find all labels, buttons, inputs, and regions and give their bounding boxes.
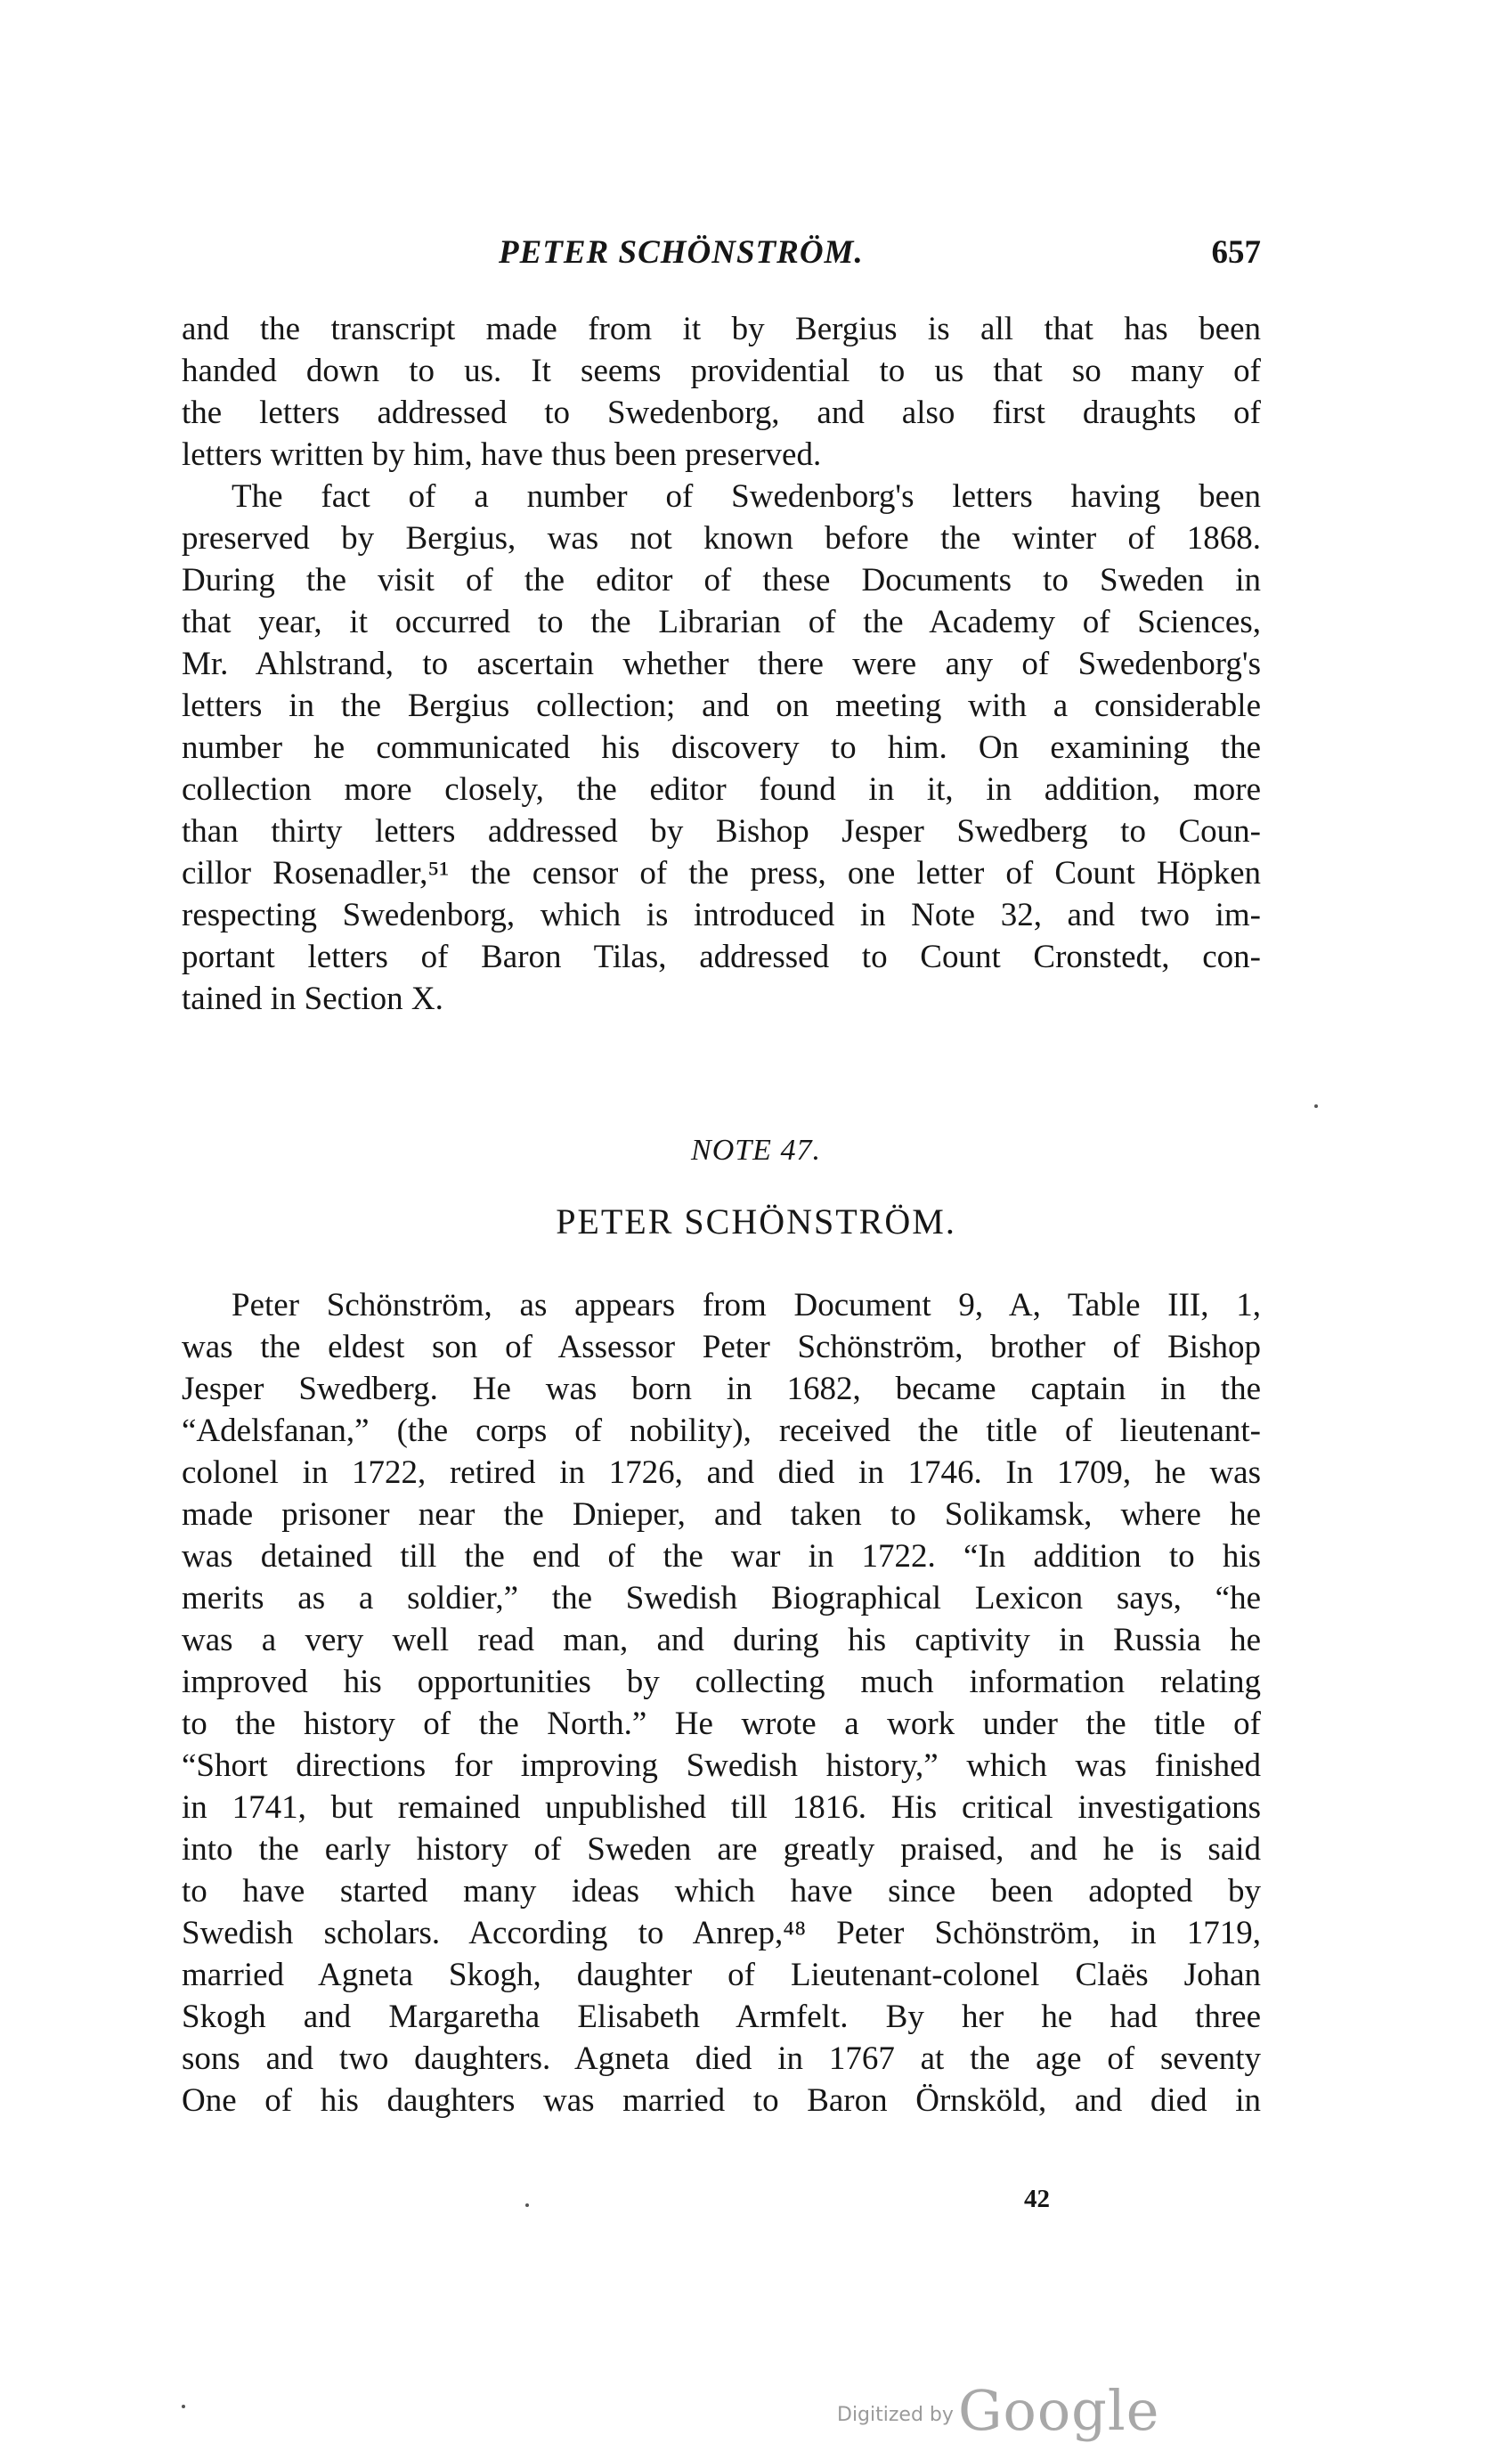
text-line: to the history of the North.” He wrote a work under the title of (182, 1706, 1261, 1742)
text-line: into the early history of Sweden are greatly praised, and he is said (182, 1831, 1261, 1868)
text-line: to have started many ideas which have since been adopted by (182, 1873, 1261, 1910)
text-line: that year, it occurred to the Librarian of the Academy of Sciences, (182, 604, 1261, 640)
text-line: in 1741, but remained unpublished till 1816. His critical investigations (182, 1789, 1261, 1826)
ink-speck (1314, 1104, 1318, 1108)
google-logo: Google (958, 2378, 1160, 2443)
text-line: improved his opportunities by collecting much information relating (182, 1664, 1261, 1700)
text-line: and the transcript made from it by Bergius is all that has been (182, 311, 1261, 347)
text-line: During the visit of the editor of these Documents to Sweden in (182, 562, 1261, 599)
note-title: PETER SCHÖNSTRÖM. (556, 1201, 956, 1242)
text-line: married Agneta Skogh, daughter of Lieutenant-colonel Claës Johan (182, 1957, 1261, 1993)
text-line: number he communicated his discovery to him. On examining the (182, 729, 1261, 766)
text-line: than thirty letters addressed by Bishop Jesper Swedberg to Coun- (182, 813, 1261, 850)
text-line: letters written by him, have thus been preserved. (182, 436, 822, 473)
text-line: the letters addressed to Swedenborg, and also first draughts of (182, 395, 1261, 431)
ink-speck (525, 2203, 529, 2207)
running-head (182, 233, 1261, 269)
text-line: merits as a soldier,” the Swedish Biographical Lexicon says, “he (182, 1580, 1261, 1616)
text-line: “Adelsfanan,” (the corps of nobility), received the title of lieutenant- (182, 1413, 1261, 1449)
text-line: collection more closely, the editor found in it, in addition, more (182, 771, 1261, 808)
paragraph-1 (182, 308, 1261, 476)
text-line: letters in the Bergius collection; and on meeting with a considerable (182, 688, 1261, 724)
text-line: Peter Schönström, as appears from Document 9, A, Table III, 1, (232, 1287, 1261, 1323)
text-line: made prisoner near the Dnieper, and taken to Solikamsk, where he (182, 1496, 1261, 1533)
text-line: was the eldest son of Assessor Peter Schönström, brother of Bishop (182, 1329, 1261, 1365)
text-line: Jesper Swedberg. He was born in 1682, became captain in the (182, 1371, 1261, 1407)
text-line: “Short directions for improving Swedish history,” which was finished (182, 1747, 1261, 1784)
signature-mark: 42 (1024, 2185, 1050, 2213)
text-line: sons and two daughters. Agneta died in 1767 at the age of seventy (182, 2040, 1261, 2077)
page-number: 657 (1211, 234, 1261, 271)
text-line: cillor Rosenadler,⁵¹ the censor of the press, one letter of Count Höpken (182, 855, 1261, 892)
paragraph-3 (182, 1284, 1261, 2121)
text-line: was a very well read man, and during his captivity in Russia he (182, 1622, 1261, 1658)
ink-speck (182, 2405, 185, 2408)
watermark-prefix: Digitized by (837, 2404, 954, 2426)
note-label: NOTE 47. (691, 1134, 821, 1167)
text-line: colonel in 1722, retired in 1726, and died in 1746. In 1709, he was (182, 1454, 1261, 1491)
text-line: Skogh and Margaretha Elisabeth Armfelt. By her he had three (182, 1999, 1261, 2035)
text-line: Mr. Ahlstrand, to ascertain whether there were any of Swedenborg's (182, 646, 1261, 682)
paragraph-2 (182, 476, 1261, 1020)
text-line: portant letters of Baron Tilas, addressed to Count Cronstedt, con- (182, 939, 1261, 975)
text-line: Swedish scholars. According to Anrep,⁴⁸ Peter Schönström, in 1719, (182, 1915, 1261, 1951)
text-line: preserved by Bergius, was not known before the winter of 1868. (182, 520, 1261, 557)
text-line: was detained till the end of the war in 1722. “In addition to his (182, 1538, 1261, 1575)
running-title: PETER SCHÖNSTRÖM. (499, 234, 864, 271)
text-line: One of his daughters was married to Baron Örnsköld, and died in (182, 2082, 1261, 2119)
text-line: The fact of a number of Swedenborg's letters having been (232, 478, 1261, 515)
text-line: handed down to us. It seems providential to us that so many of (182, 353, 1261, 389)
text-line: tained in Section X. (182, 981, 443, 1017)
text-line: respecting Swedenborg, which is introduced in Note 32, and two im- (182, 897, 1261, 933)
digitized-watermark (837, 2378, 1159, 2443)
